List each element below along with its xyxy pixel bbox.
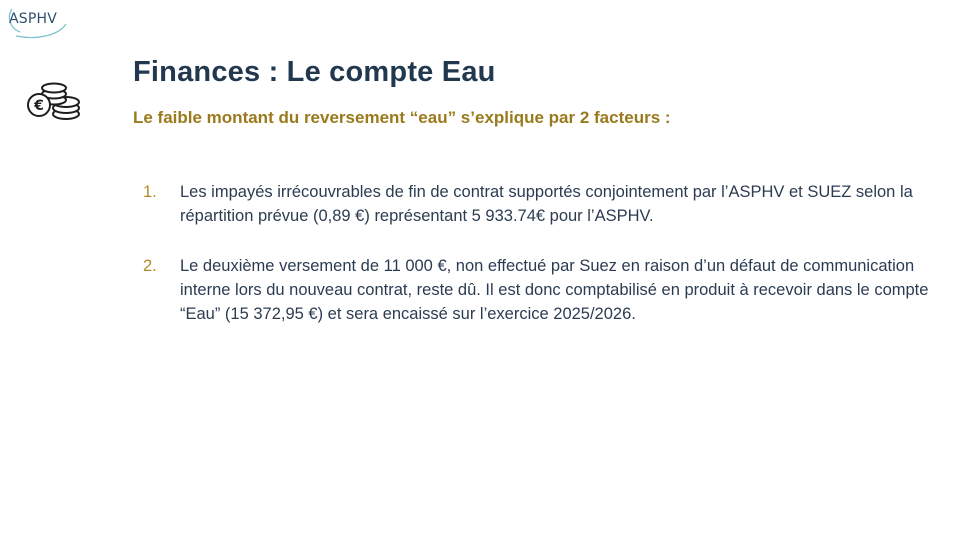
- item-number: 2.: [143, 257, 157, 275]
- item-text: Le deuxième versement de 11 000 €, non effectué par Suez en raison d’un défaut de communication interne lors du nouveau contrat, reste dû. Il est donc comptabilisé en produit à recevoir dans le compte “Eau” (15 372,95 €) et sera encaissé sur l’exercice 2025/2026.: [180, 257, 929, 323]
- svg-text:€: €: [34, 98, 44, 114]
- factor-list: [0, 180, 960, 352]
- coins-euro-icon: [26, 80, 82, 122]
- logo-text: ASPHV: [9, 11, 58, 27]
- item-text: Les impayés irrécouvrables de fin de contrat supportés conjointement par l’ASPHV et SUEZ selon la répartition prévue (0,89 €) représentant 5 933.74€ pour l’ASPHV.: [180, 183, 913, 225]
- asphv-logo: [6, 6, 68, 40]
- slide-subtitle: Le faible montant du reversement “eau” s’explique par 2 facteurs :: [133, 108, 671, 127]
- list-item: [0, 254, 960, 326]
- item-number: 1.: [143, 183, 157, 201]
- slide-title: Finances : Le compte Eau: [133, 56, 496, 88]
- list-item: [0, 180, 960, 228]
